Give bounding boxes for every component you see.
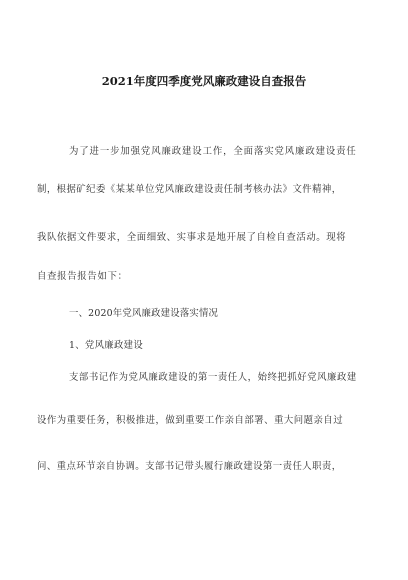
paragraph-line: 自查报告报告如下： xyxy=(37,271,128,282)
section-heading: 一、2020年党风廉政建设落实情况 xyxy=(69,308,219,319)
paragraph-line: 我队依据文件要求，全面细致、实事求是地开展了自检自查活动。现将 xyxy=(37,232,347,243)
body-line: 问、重点环节亲自协调。支部书记带头履行廉政建设第一责任人职责， xyxy=(37,461,342,472)
body-line: 设作为重要任务，积极推进，做到重要工作亲自部署、重大问题亲自过 xyxy=(37,415,344,426)
body-line: 支部书记作为党风廉政建设的第一责任人，始终把抓好党风廉政建 xyxy=(69,372,357,383)
document-title: 2021年度四季度党风廉政建设自查报告 xyxy=(101,74,307,88)
paragraph-line: 制，根据矿纪委《某某单位党风廉政建设责任制考核办法》文件精神， xyxy=(37,184,342,195)
paragraph-line: 为了进一步加强党风廉政建设工作，全面落实党风廉政建设责任 xyxy=(69,146,357,157)
subsection-heading: 1、党风廉政建设 xyxy=(69,340,143,351)
